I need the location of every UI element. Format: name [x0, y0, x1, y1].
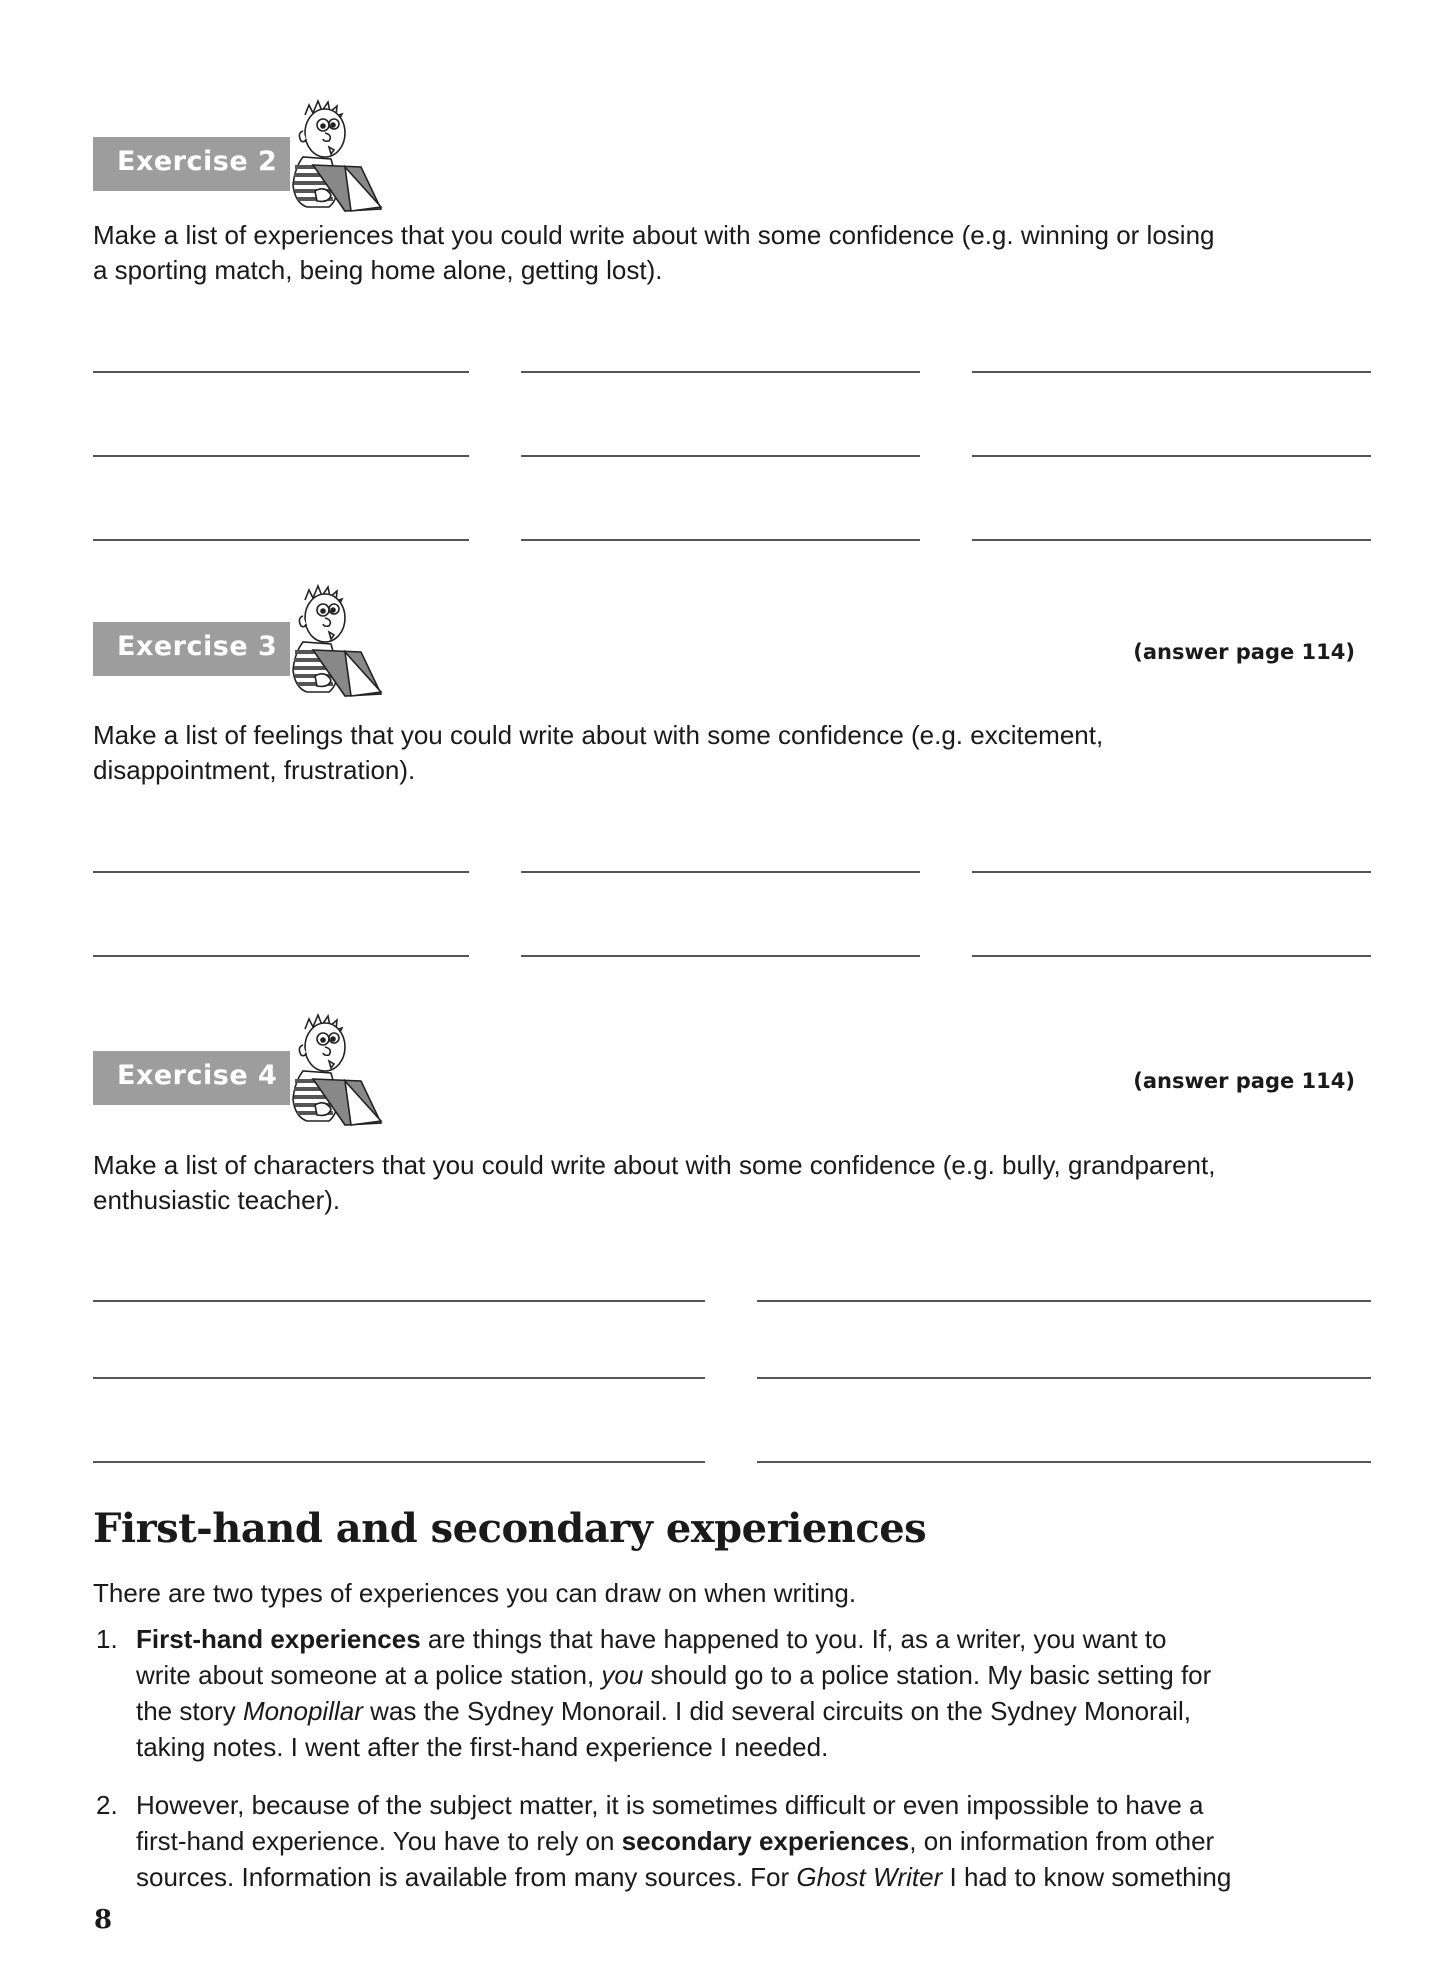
page-number: 8 — [94, 1905, 113, 1935]
list-line — [136, 1859, 1378, 1895]
exercise-label: Exercise 2 — [117, 146, 278, 177]
exercise-3-banner — [93, 622, 290, 676]
exercise-3-prompt — [93, 718, 1383, 788]
answer-line[interactable] — [521, 955, 920, 957]
text-span: should go to a police station. My basic setting for — [643, 1660, 1212, 1690]
prompt-line: Make a list of experiences that you could write about with some confidence (e.g. winning or losing — [93, 220, 1215, 250]
list-number: 2. — [96, 1790, 118, 1820]
answer-line[interactable] — [972, 539, 1371, 541]
text-span: I had to know something — [942, 1862, 1232, 1892]
answer-line[interactable] — [972, 455, 1371, 457]
thinking-kid-icon — [285, 580, 385, 698]
answer-page-ref: (answer page 114) — [1133, 640, 1355, 664]
answer-line[interactable] — [93, 455, 469, 457]
section-heading: First-hand and secondary experiences — [93, 1505, 927, 1552]
prompt-line: Make a list of feelings that you could write about with some confidence (e.g. excitement, — [93, 720, 1104, 750]
text-span: sources. Information is available from many sources. For — [136, 1862, 797, 1892]
section-intro: There are two types of experiences you can draw on when writing. — [93, 1578, 857, 1608]
list-line — [136, 1693, 1378, 1729]
list-line — [136, 1657, 1378, 1693]
bold-term: First-hand experiences — [136, 1624, 421, 1654]
list-item — [93, 1621, 1378, 1765]
exercise-label: Exercise 3 — [117, 631, 278, 662]
list-item — [93, 1787, 1378, 1895]
text-span: write about someone at a police station, — [136, 1660, 602, 1690]
text-span: are things that have happened to you. If, as a writer, you want to — [420, 1624, 1167, 1654]
answer-line[interactable] — [521, 371, 920, 373]
text-span: , on information from other — [909, 1826, 1215, 1856]
exercise-label: Exercise 4 — [117, 1060, 278, 1091]
answer-line[interactable] — [93, 955, 469, 957]
answer-page-ref: (answer page 114) — [1133, 1069, 1355, 1093]
list-line — [136, 1621, 1378, 1657]
answer-line[interactable] — [521, 539, 920, 541]
answer-line[interactable] — [972, 871, 1371, 873]
answer-line[interactable] — [521, 871, 920, 873]
prompt-line: Make a list of characters that you could write about with some confidence (e.g. bully, grandparent, — [93, 1150, 1216, 1180]
answer-line[interactable] — [93, 1461, 705, 1463]
text-span: the story — [136, 1696, 243, 1726]
answer-line[interactable] — [93, 371, 469, 373]
exercise-4-banner — [93, 1051, 290, 1105]
exercise-2-prompt — [93, 218, 1383, 288]
thinking-kid-icon — [285, 1009, 385, 1127]
answer-line[interactable] — [972, 955, 1371, 957]
text-span: first-hand experience. You have to rely on — [136, 1826, 622, 1856]
italic-term: you — [601, 1660, 644, 1690]
answer-line[interactable] — [757, 1461, 1371, 1463]
italic-title: Monopillar — [242, 1696, 363, 1726]
answer-line[interactable] — [93, 539, 469, 541]
text-span: was the Sydney Monorail. I did several circuits on the Sydney Monorail, — [362, 1696, 1191, 1726]
thinking-kid-icon — [285, 95, 385, 213]
answer-line[interactable] — [93, 871, 469, 873]
list-line: taking notes. I went after the first-hand experience I needed. — [136, 1732, 829, 1762]
exercise-2-banner — [93, 137, 290, 191]
exercise-4-prompt — [93, 1148, 1383, 1218]
answer-line[interactable] — [972, 371, 1371, 373]
answer-line[interactable] — [521, 455, 920, 457]
answer-line[interactable] — [93, 1300, 705, 1302]
italic-title: Ghost Writer — [796, 1862, 943, 1892]
list-line — [136, 1823, 1378, 1859]
answer-line[interactable] — [757, 1377, 1371, 1379]
prompt-line: enthusiastic teacher). — [93, 1185, 341, 1215]
prompt-line: a sporting match, being home alone, getting lost). — [93, 255, 663, 285]
list-line: However, because of the subject matter, it is sometimes difficult or even impossible to have a — [136, 1790, 1204, 1820]
answer-line[interactable] — [93, 1377, 705, 1379]
list-number: 1. — [96, 1624, 118, 1654]
prompt-line: disappointment, frustration). — [93, 755, 416, 785]
bold-term: secondary experiences — [621, 1826, 910, 1856]
answer-line[interactable] — [757, 1300, 1371, 1302]
